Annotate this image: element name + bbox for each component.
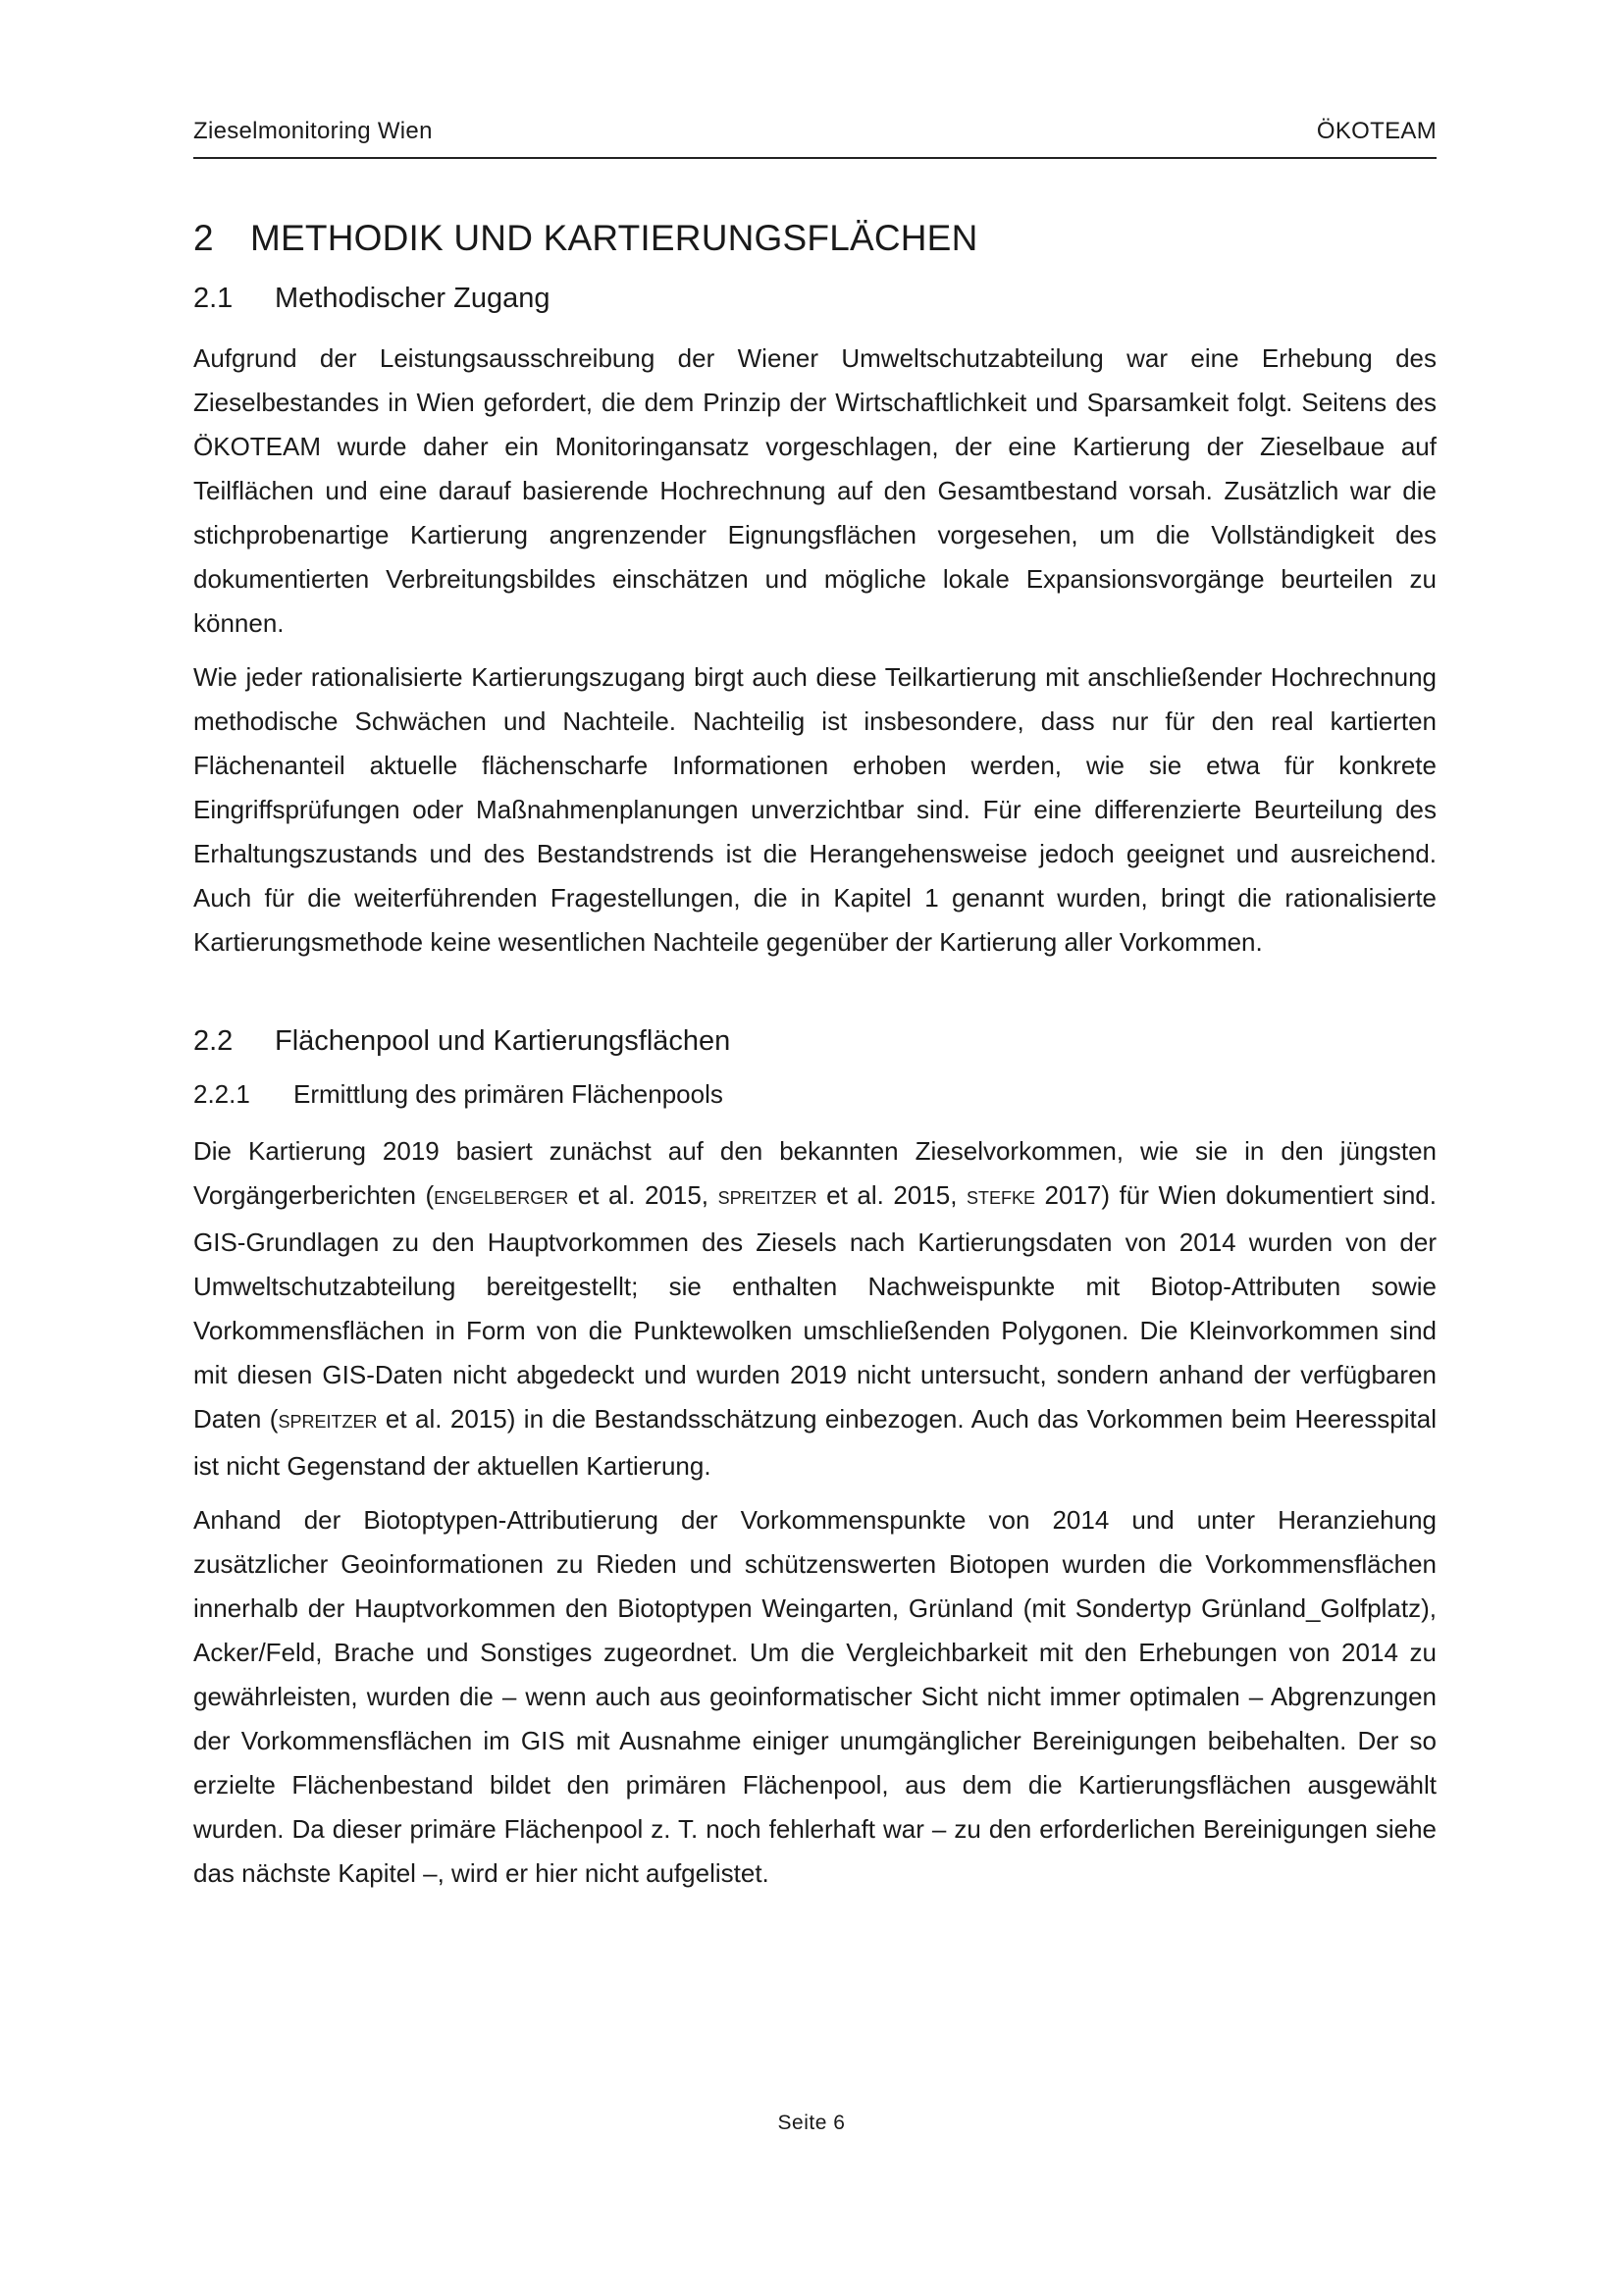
subsubsection-title: Ermittlung des primären Flächenpools xyxy=(293,1079,723,1109)
paragraph: Anhand der Biotoptypen-Attributierung der Vorkommenspunkte von 2014 und unter Heranziehung zusätzlicher Geoinformationen zu Rieden und schützenswerten Biotopen wurden die Vorkommensflächen innerhalb der Hauptvorkommen den Biotoptypen Weingarten, Grünland (mit Sondertyp Grünland_Golfplatz), Acker/Feld, Brache und Sonstiges zugeordnet. Um die Vergleichbarkeit mit den Erhebungen von 2014 zu gewährleisten, wurden die – wenn auch aus geoinformatischer Sicht nicht immer optimalen – Abgrenzungen der Vorkommensflächen im GIS mit Ausnahme einiger unumgänglicher Bereinigungen beibehalten. Der so erzielte Flächenbestand bildet den primären Flächenpool, aus dem die Kartierungsflächen ausgewählt wurden. Da dieser primäre Flächenpool z. T. noch fehlerhaft war – zu den erforderlichen Bereinigungen siehe das nächste Kapitel –, wird er hier nicht aufgelistet. xyxy=(193,1505,1437,1888)
section-number: 2 xyxy=(193,218,214,258)
header-title: Zieselmonitoring Wien xyxy=(193,118,433,144)
paragraph xyxy=(193,1129,1437,1488)
subsection-number: 2.2 xyxy=(193,1025,234,1057)
section-heading-2 xyxy=(193,218,1437,259)
subsection-heading-2-2 xyxy=(193,1025,1437,1058)
page-number: Seite 6 xyxy=(777,2112,846,2134)
subsection-title: Methodischer Zugang xyxy=(275,283,550,314)
page-content xyxy=(193,218,1437,1905)
subsection-number: 2.1 xyxy=(193,283,234,314)
text-run: et al. 2015, xyxy=(568,1180,718,1210)
section-title: METHODIK UND KARTIERUNGSFLÄCHEN xyxy=(250,218,978,258)
header-organization: ÖKOTEAM xyxy=(1316,118,1437,144)
text-run: et al. 2015) in die Bestandsschätzung einbezogen. Auch das Vorkommen beim Heeresspital ist nicht Gegenstand der aktuellen Kartierung. xyxy=(193,1404,1438,1481)
citation-author: STEFKE xyxy=(966,1188,1035,1208)
paragraph: Wie jeder rationalisierte Kartierungszugang birgt auch diese Teilkartierung mit anschließender Hochrechnung methodische Schwächen und Nachteile. Nachteilig ist insbesondere, dass nur für den real kartierten Flächenanteil aktuelle flächenscharfe Informationen erhoben werden, wie sie etwa für konkrete Eingriffsprüfungen oder Maßnahmenplanungen unverzichtbar sind. Für eine differenzierte Beurteilung des Erhaltungszustands und des Bestandstrends ist die Herangehensweise jedoch geeignet und ausreichend. Auch für die weiterführenden Fragestellungen, die in Kapitel 1 genannt wurden, bringt die rationalisierte Kartierungsmethode keine wesentlichen Nachteile gegenüber der Kartierung aller Vorkommen. xyxy=(193,662,1437,957)
text-run: Die Kartierung 2019 basiert zunächst auf den bekannten Zieselvorkommen, wie sie in den jüngsten Vorgängerberichten ( xyxy=(193,1136,1437,1210)
citation-author: SPREITZER xyxy=(717,1188,817,1208)
citation-author: ENGELBERGER xyxy=(434,1188,569,1208)
page-header xyxy=(193,114,1437,159)
subsubsection-number: 2.2.1 xyxy=(193,1079,250,1109)
text-run: et al. 2015, xyxy=(816,1180,967,1210)
subsection-heading-2-1 xyxy=(193,283,1437,315)
citation-author: SPREITZER xyxy=(278,1412,378,1432)
subsection-title: Flächenpool und Kartierungsflächen xyxy=(275,1025,731,1057)
text-run: 2017) für Wien dokumentiert sind. GIS-Grundlagen zu den Hauptvorkommen des Ziesels nach Kartierungsdaten von 2014 wurden von der Umweltschutzabteilung bereitgestellt; sie enthalten Nachweispunkte mit Biotop-Attributen sowie Vorkommensflächen in Form von die Punktewolken umschließenden Polygonen. Die Kleinvorkommen sind mit diesen GIS-Daten nicht abgedeckt und wurden 2019 nicht untersucht, sondern anhand der verfügbaren Daten ( xyxy=(193,1180,1437,1434)
subsubsection-heading-2-2-1 xyxy=(193,1079,1437,1110)
paragraph: Aufgrund der Leistungsausschreibung der Wiener Umweltschutzabteilung war eine Erhebung des Zieselbestandes in Wien gefordert, die dem Prinzip der Wirtschaftlichkeit und Sparsamkeit folgt. Seitens des ÖKOTEAM wurde daher ein Monitoringansatz vorgeschlagen, der eine Kartierung der Zieselbaue auf Teilflächen und eine darauf basierende Hochrechnung auf den Gesamtbestand vorsah. Zusätzlich war die stichprobenartige Kartierung angrenzender Eignungsflächen vorgesehen, um die Vollständigkeit des dokumentierten Verbreitungsbildes einschätzen und mögliche lokale Expansionsvorgänge beurteilen zu können. xyxy=(193,343,1437,638)
